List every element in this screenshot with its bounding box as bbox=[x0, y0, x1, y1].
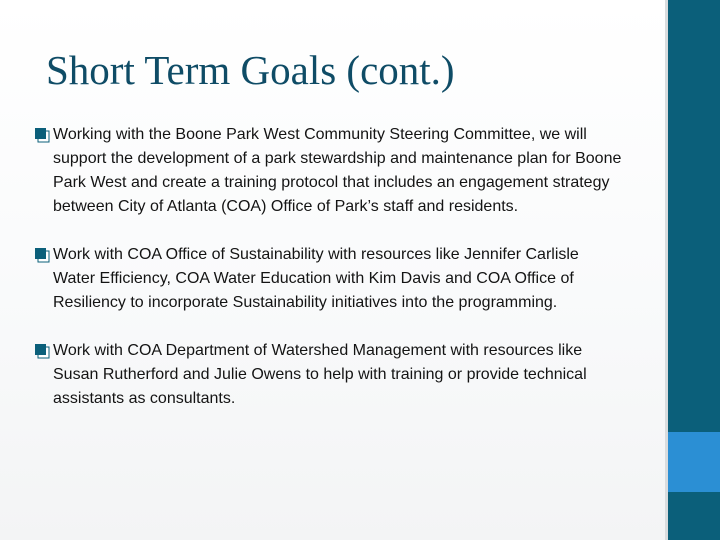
slide-title: Short Term Goals (cont.) bbox=[46, 47, 455, 93]
bullet-item bbox=[34, 339, 624, 411]
sidebar-band bbox=[665, 0, 720, 540]
bullet-item bbox=[34, 243, 624, 315]
sidebar-accent-block bbox=[668, 432, 720, 492]
bullet-text: Work with COA Department of Watershed Management with resources like Susan Rutherford and Julie Owens to help with training or provide technical assistants as consultants. bbox=[53, 342, 587, 407]
bullet-list bbox=[34, 123, 624, 411]
checkbox-bullet-icon bbox=[34, 127, 50, 143]
checkbox-bullet-icon bbox=[34, 247, 50, 263]
bullet-text: Work with COA Office of Sustainability with resources like Jennifer Carlisle Water Efficiency, COA Water Education with Kim Davis and COA Office of Resiliency to incorporate Sustainability initiatives into the programming. bbox=[53, 246, 579, 311]
bullet-item bbox=[34, 123, 624, 219]
checkbox-bullet-icon bbox=[34, 343, 50, 359]
bullet-text: Working with the Boone Park West Community Steering Committee, we will support the development of a park stewardship and maintenance plan for Boone Park West and create a training protocol that includes an engagement strategy between City of Atlanta (COA) Office of Park’s staff and residents. bbox=[53, 126, 622, 215]
